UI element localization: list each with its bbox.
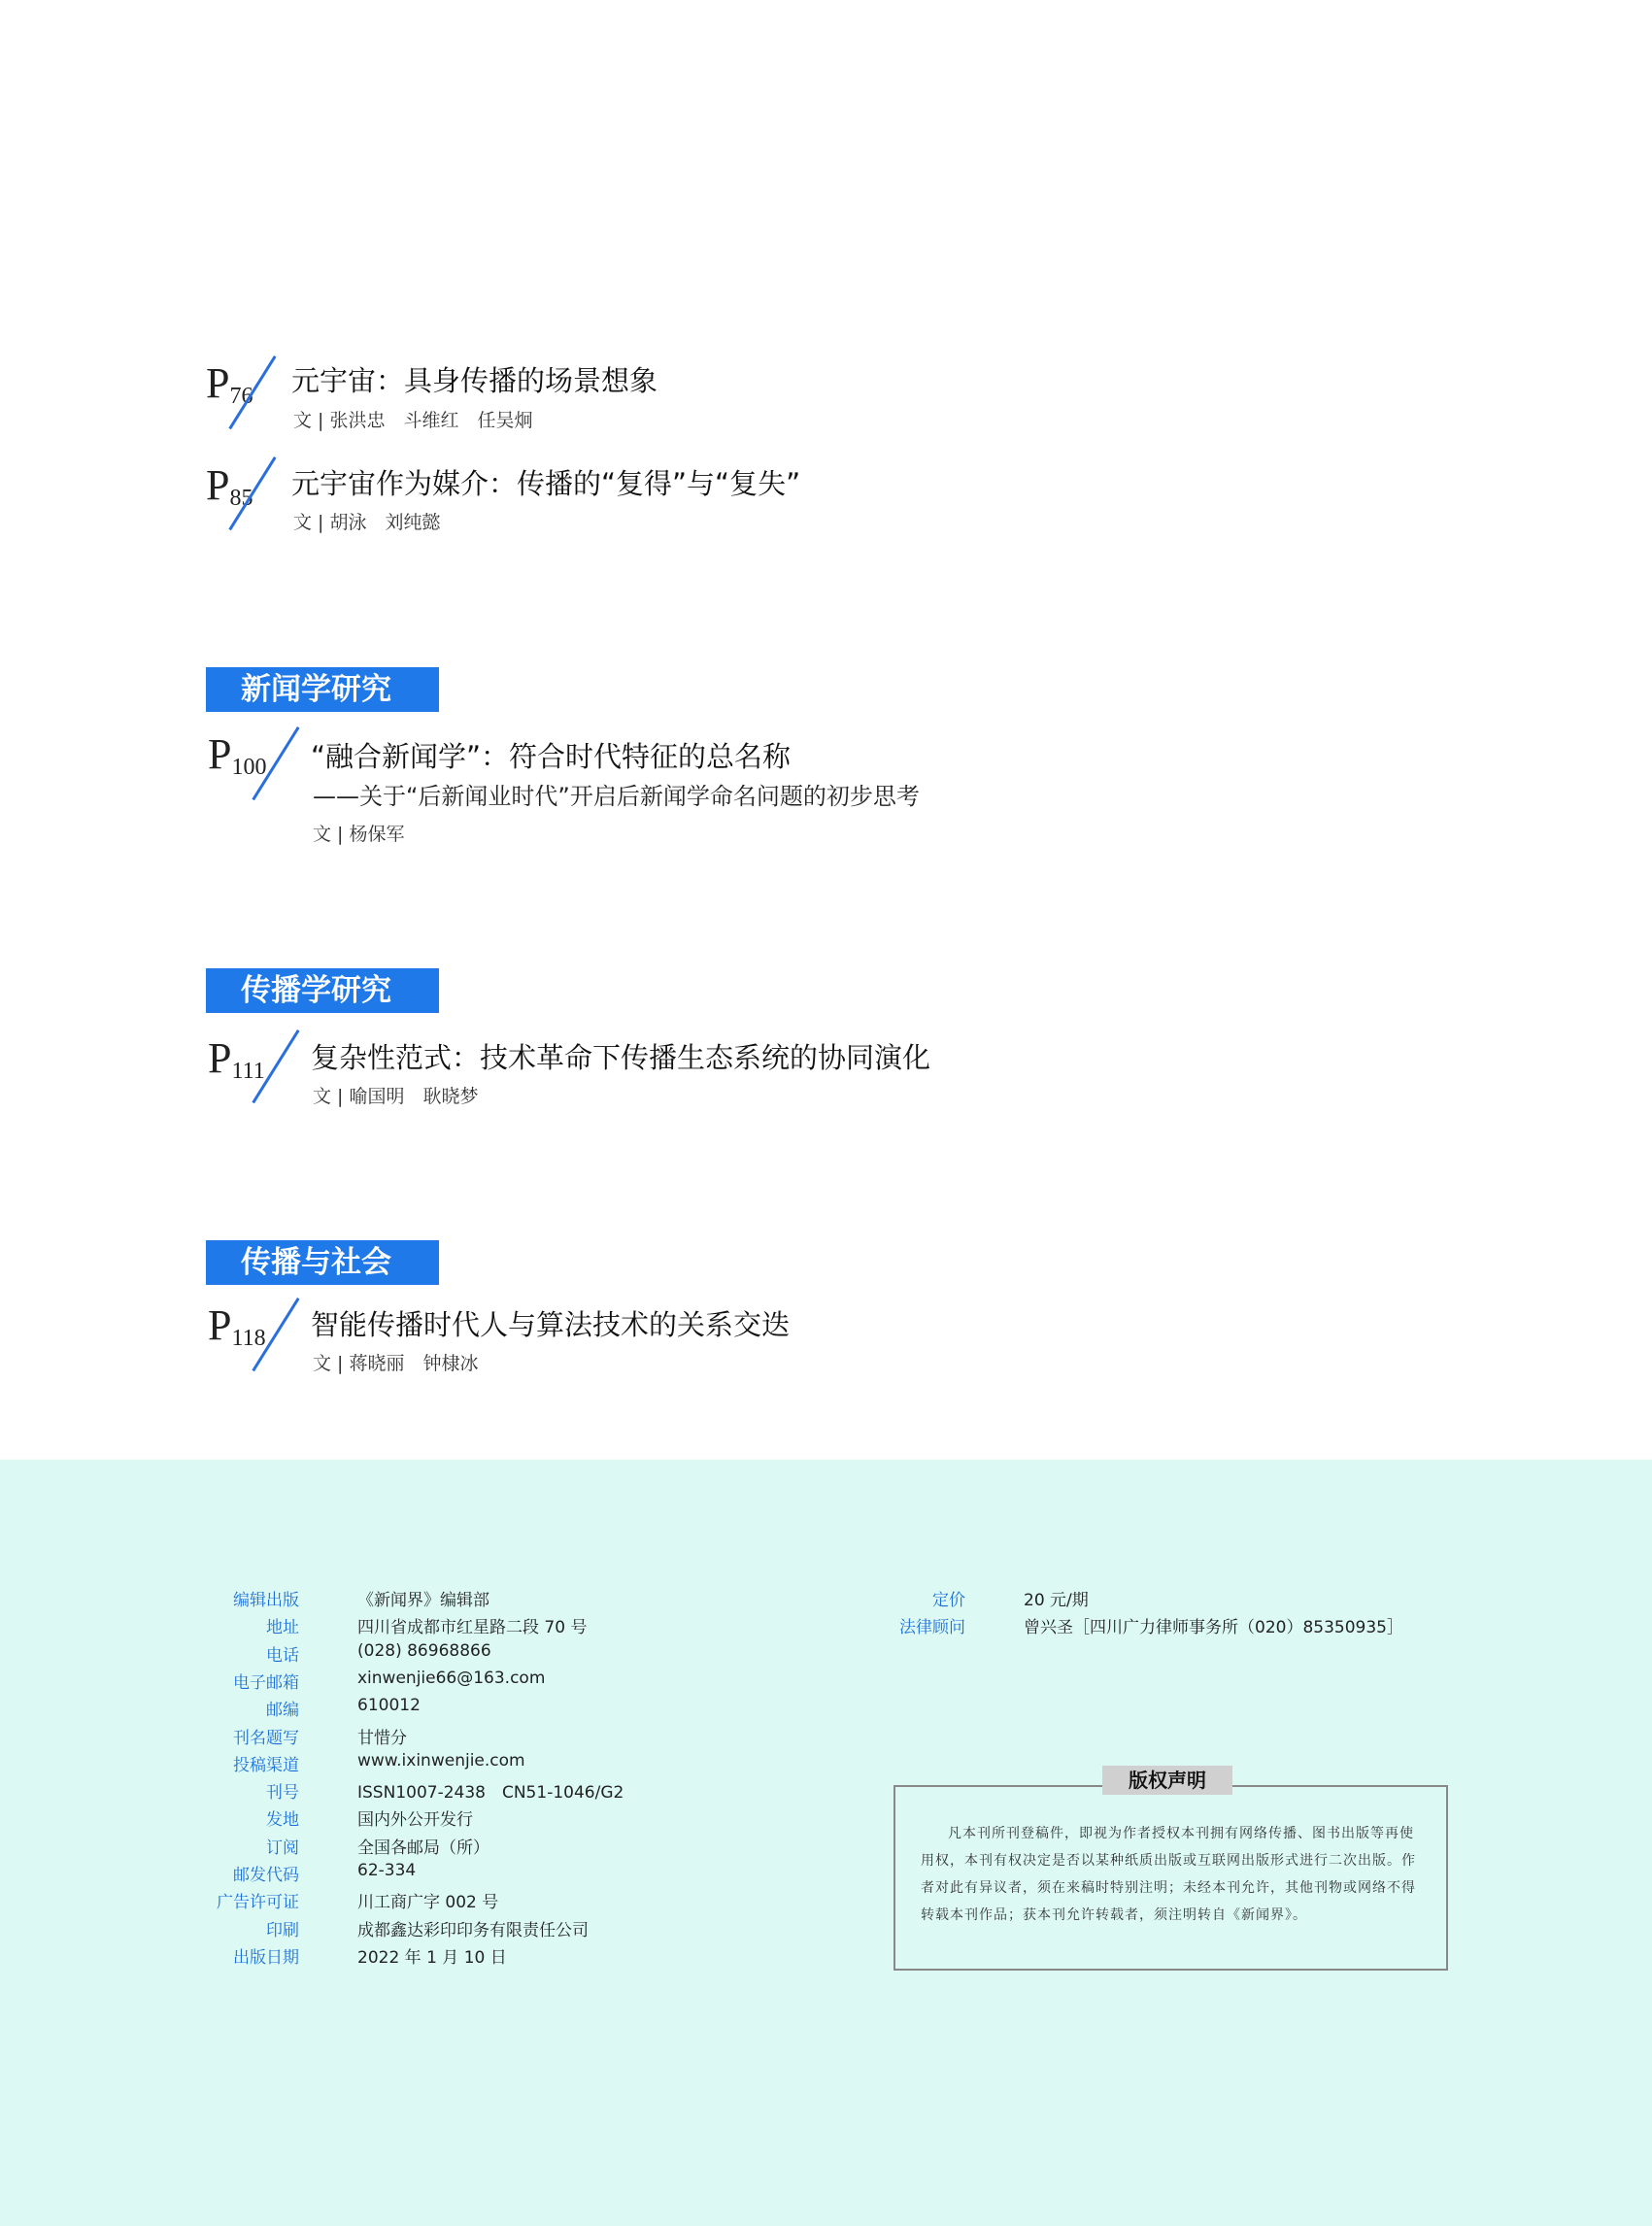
article-author: 文 | 张洪忠 斗维红 任吴炯 — [293, 410, 533, 431]
imprint-label: 电子邮箱 — [233, 1672, 299, 1693]
imprint-value: 全国各邮局（所） — [357, 1838, 489, 1858]
imprint-value: 成都鑫达彩印印务有限责任公司 — [357, 1920, 589, 1940]
imprint-label: 编辑出版 — [233, 1591, 299, 1610]
imprint-value: 20 元/期 — [1024, 1591, 1089, 1610]
imprint-label: 法律顾问 — [899, 1618, 965, 1638]
article-title[interactable]: 元宇宙：具身传播的场景想象 — [291, 364, 658, 397]
imprint-value: 国内外公开发行 — [357, 1810, 473, 1831]
imprint-label: 广告许可证 — [217, 1893, 299, 1913]
article-author: 文 | 蒋晓丽 钟棣冰 — [313, 1353, 479, 1374]
imprint-value: 《新闻界》编辑部 — [357, 1591, 489, 1610]
imprint-value: 2022 年 1 月 10 日 — [357, 1947, 507, 1968]
imprint-value: ISSN1007-2438 CN51-1046/G2 — [357, 1783, 624, 1804]
article-title[interactable]: 智能传播时代人与算法技术的关系交迭 — [311, 1308, 791, 1341]
copyright-title: 版权声明 — [1102, 1766, 1232, 1795]
article-author: 文 | 杨保军 — [313, 824, 405, 845]
page-number: $P_{118}$ — [208, 1301, 266, 1351]
article-subtitle: ——关于“后新闻业时代”开启后新闻学命名问题的初步思考 — [313, 783, 920, 810]
imprint-value: 610012 — [357, 1696, 421, 1716]
section-header: 传播与社会 — [206, 1240, 439, 1285]
article-title[interactable]: 复杂性范式：技术革命下传播生态系统的协同演化 — [311, 1041, 931, 1074]
copyright-text: 凡本刊所刊登稿件，即视为作者授权本刊拥有网络传播、图书出版等再使用权，本刊有权决定是否以某种纸质出版或互联网出版形式进行二次出版。作者对此有异议者，须在来稿时特别注明；未经本刊允许，其他刊物或网络不得转载本刊作品；获本刊允许转载者，须注明转自《新闻界》。 — [921, 1826, 1416, 1923]
imprint-value: 四川省成都市红星路二段 70 号 — [357, 1618, 588, 1638]
article-title[interactable]: 元宇宙作为媒介：传播的“复得”与“复失” — [291, 467, 801, 500]
imprint-label: 地址 — [266, 1618, 299, 1638]
imprint-value: (028) 86968866 — [357, 1640, 491, 1661]
imprint-label: 刊名题写 — [233, 1728, 299, 1748]
imprint-value: 川工商广字 002 号 — [357, 1893, 499, 1913]
imprint-value: 曾兴圣［四川广力律师事务所（020）85350935］ — [1024, 1618, 1403, 1638]
imprint-label: 印刷 — [266, 1920, 299, 1940]
imprint-label: 刊号 — [266, 1783, 299, 1804]
copyright-box — [893, 1785, 1448, 1971]
imprint-label: 邮发代码 — [233, 1866, 299, 1885]
page-number: $P_{85}$ — [206, 461, 253, 511]
article-title[interactable]: “融合新闻学”：符合时代特征的总名称 — [311, 740, 792, 773]
imprint-label: 发地 — [266, 1810, 299, 1831]
article-author: 文 | 喻国明 耿晓梦 — [313, 1086, 479, 1107]
imprint-label: 电话 — [266, 1645, 299, 1666]
section-header: 新闻学研究 — [206, 667, 439, 712]
imprint-label: 定价 — [932, 1591, 965, 1610]
page-number: $P_{100}$ — [208, 730, 267, 780]
imprint-label: 订阅 — [266, 1838, 299, 1858]
imprint-label: 出版日期 — [233, 1947, 299, 1968]
imprint-label: 投稿渠道 — [233, 1755, 299, 1775]
imprint-value: 甘惜分 — [357, 1728, 407, 1748]
imprint-value: xinwenjie66@163.com — [357, 1668, 546, 1688]
page-number: $P_{111}$ — [208, 1034, 265, 1084]
imprint-label: 邮编 — [266, 1701, 299, 1721]
article-author: 文 | 胡泳 刘纯懿 — [293, 512, 441, 533]
imprint-value: 62-334 — [357, 1861, 417, 1880]
imprint-value: www.ixinwenjie.com — [357, 1750, 525, 1771]
page-number: $P_{76}$ — [206, 359, 253, 409]
section-header: 传播学研究 — [206, 968, 439, 1013]
